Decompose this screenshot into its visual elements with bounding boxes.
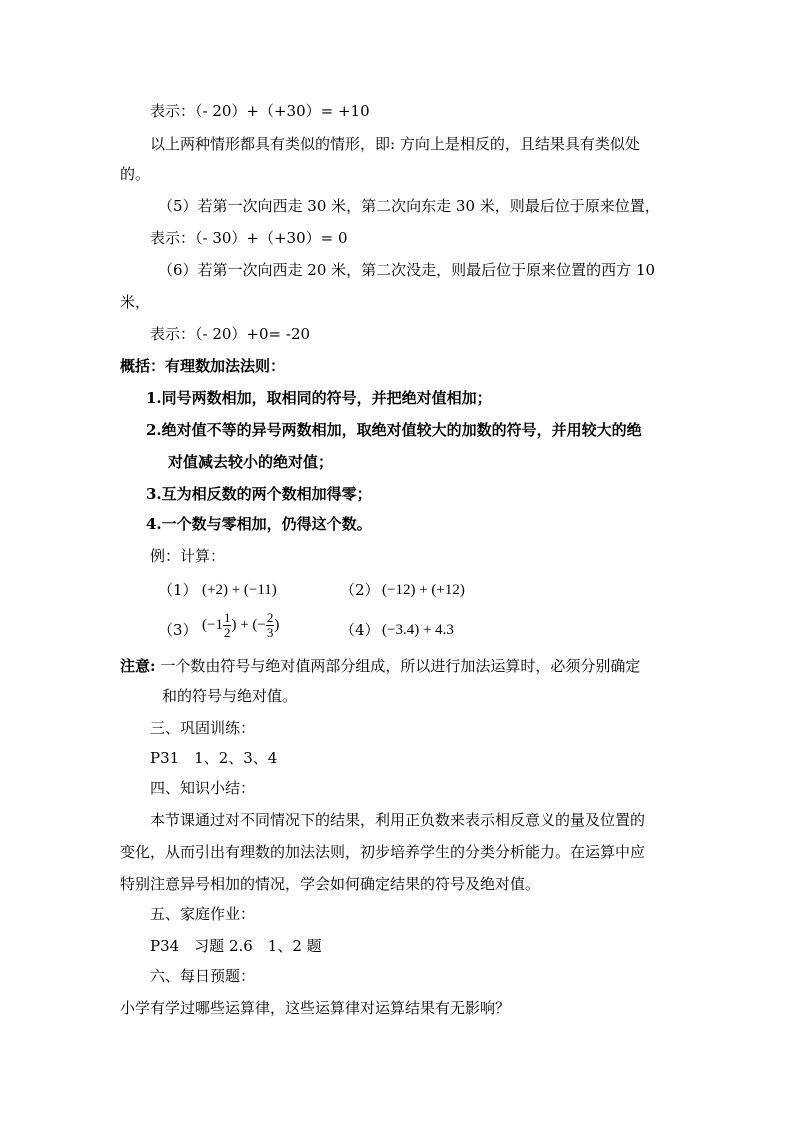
problem-expression: (−12) + (+12)	[382, 582, 465, 598]
problem-expression: (−3.4) + 4.3	[382, 622, 454, 638]
fraction-numerator: 2	[266, 610, 274, 626]
section-title: 三、巩固训练：	[150, 719, 256, 737]
fraction-denominator: 3	[266, 625, 274, 641]
expr-part: )	[274, 617, 280, 633]
section-title: 四、知识小结：	[150, 779, 256, 797]
section-body: P34 习题 2.6 1、2 题	[150, 937, 322, 955]
problem-number: （1）	[158, 581, 198, 599]
problem-number: （3）	[158, 621, 198, 639]
note-text-continued: 和的符号与绝对值。	[162, 687, 298, 705]
text-line: 表示：（- 20）+（+30）= +10	[150, 102, 370, 120]
fraction-denominator: 2	[223, 625, 231, 641]
note-line	[120, 656, 640, 676]
text-line: 的。	[120, 165, 151, 183]
rule-item: 3.互为相反数的两个数相加得零；	[146, 485, 372, 503]
problem-number: （2）	[340, 581, 380, 599]
summary-paragraph: 特别注意异号相加的情况，学会如何确定结果的符号及绝对值。	[120, 875, 541, 893]
text-line: （6）若第一次向西走 20 米，第二次没走，则最后位于原来位置的西方 10	[158, 261, 656, 279]
text-line: 表示：（- 30）+（+30）= 0	[150, 229, 348, 247]
section-body: 小学有学过哪些运算律，这些运算律对运算结果有无影响？	[120, 999, 511, 1017]
expr-part: (−1	[202, 617, 223, 633]
section-title: 五、家庭作业：	[150, 905, 256, 923]
text-line: （5）若第一次向西走 30 米，第二次向东走 30 米，则最后位于原来位置，	[158, 197, 660, 215]
text-line: 以上两种情形都具有类似的情形，即: 方向上是相反的，且结果具有类似处	[150, 135, 640, 153]
text-line: 米，	[120, 293, 151, 311]
note-text: 一个数由符号与绝对值两部分组成，所以进行加法运算时，必须分别确定	[155, 657, 641, 675]
problem-expression-fraction	[202, 606, 279, 644]
example-label: 例：计算：	[150, 547, 226, 565]
problem-number: （4）	[340, 621, 380, 639]
rule-item: 2.绝对值不等的异号两数相加，取绝对值较大的加数的符号，并用较大的绝	[146, 421, 642, 439]
summary-paragraph: 变化，从而引出有理数的加法法则，初步培养学生的分类分析能力。在运算中应	[120, 843, 646, 861]
section-body: P31 1、2、3、4	[150, 749, 278, 767]
summary-paragraph: 本节课通过对不同情况下的结果，利用正负数来表示相反意义的量及位置的	[150, 811, 646, 829]
rule-item: 4.一个数与零相加，仍得这个数。	[146, 515, 372, 533]
rule-item: 1.同号两数相加，取相同的符号，并把绝对值相加；	[146, 389, 492, 407]
section-title: 六、每日预题：	[150, 967, 256, 985]
fraction-numerator: 1	[223, 610, 231, 626]
problem-expression: (+2) + (−11)	[202, 582, 277, 598]
text-line: 表示：（- 20）+0= -20	[150, 325, 311, 343]
expr-part: ) + (−	[231, 617, 266, 633]
note-label: 注意:	[120, 657, 156, 675]
rules-title: 概括：有理数加法法则：	[120, 357, 286, 375]
rule-item-continued: 对值减去较小的绝对值；	[168, 453, 334, 471]
